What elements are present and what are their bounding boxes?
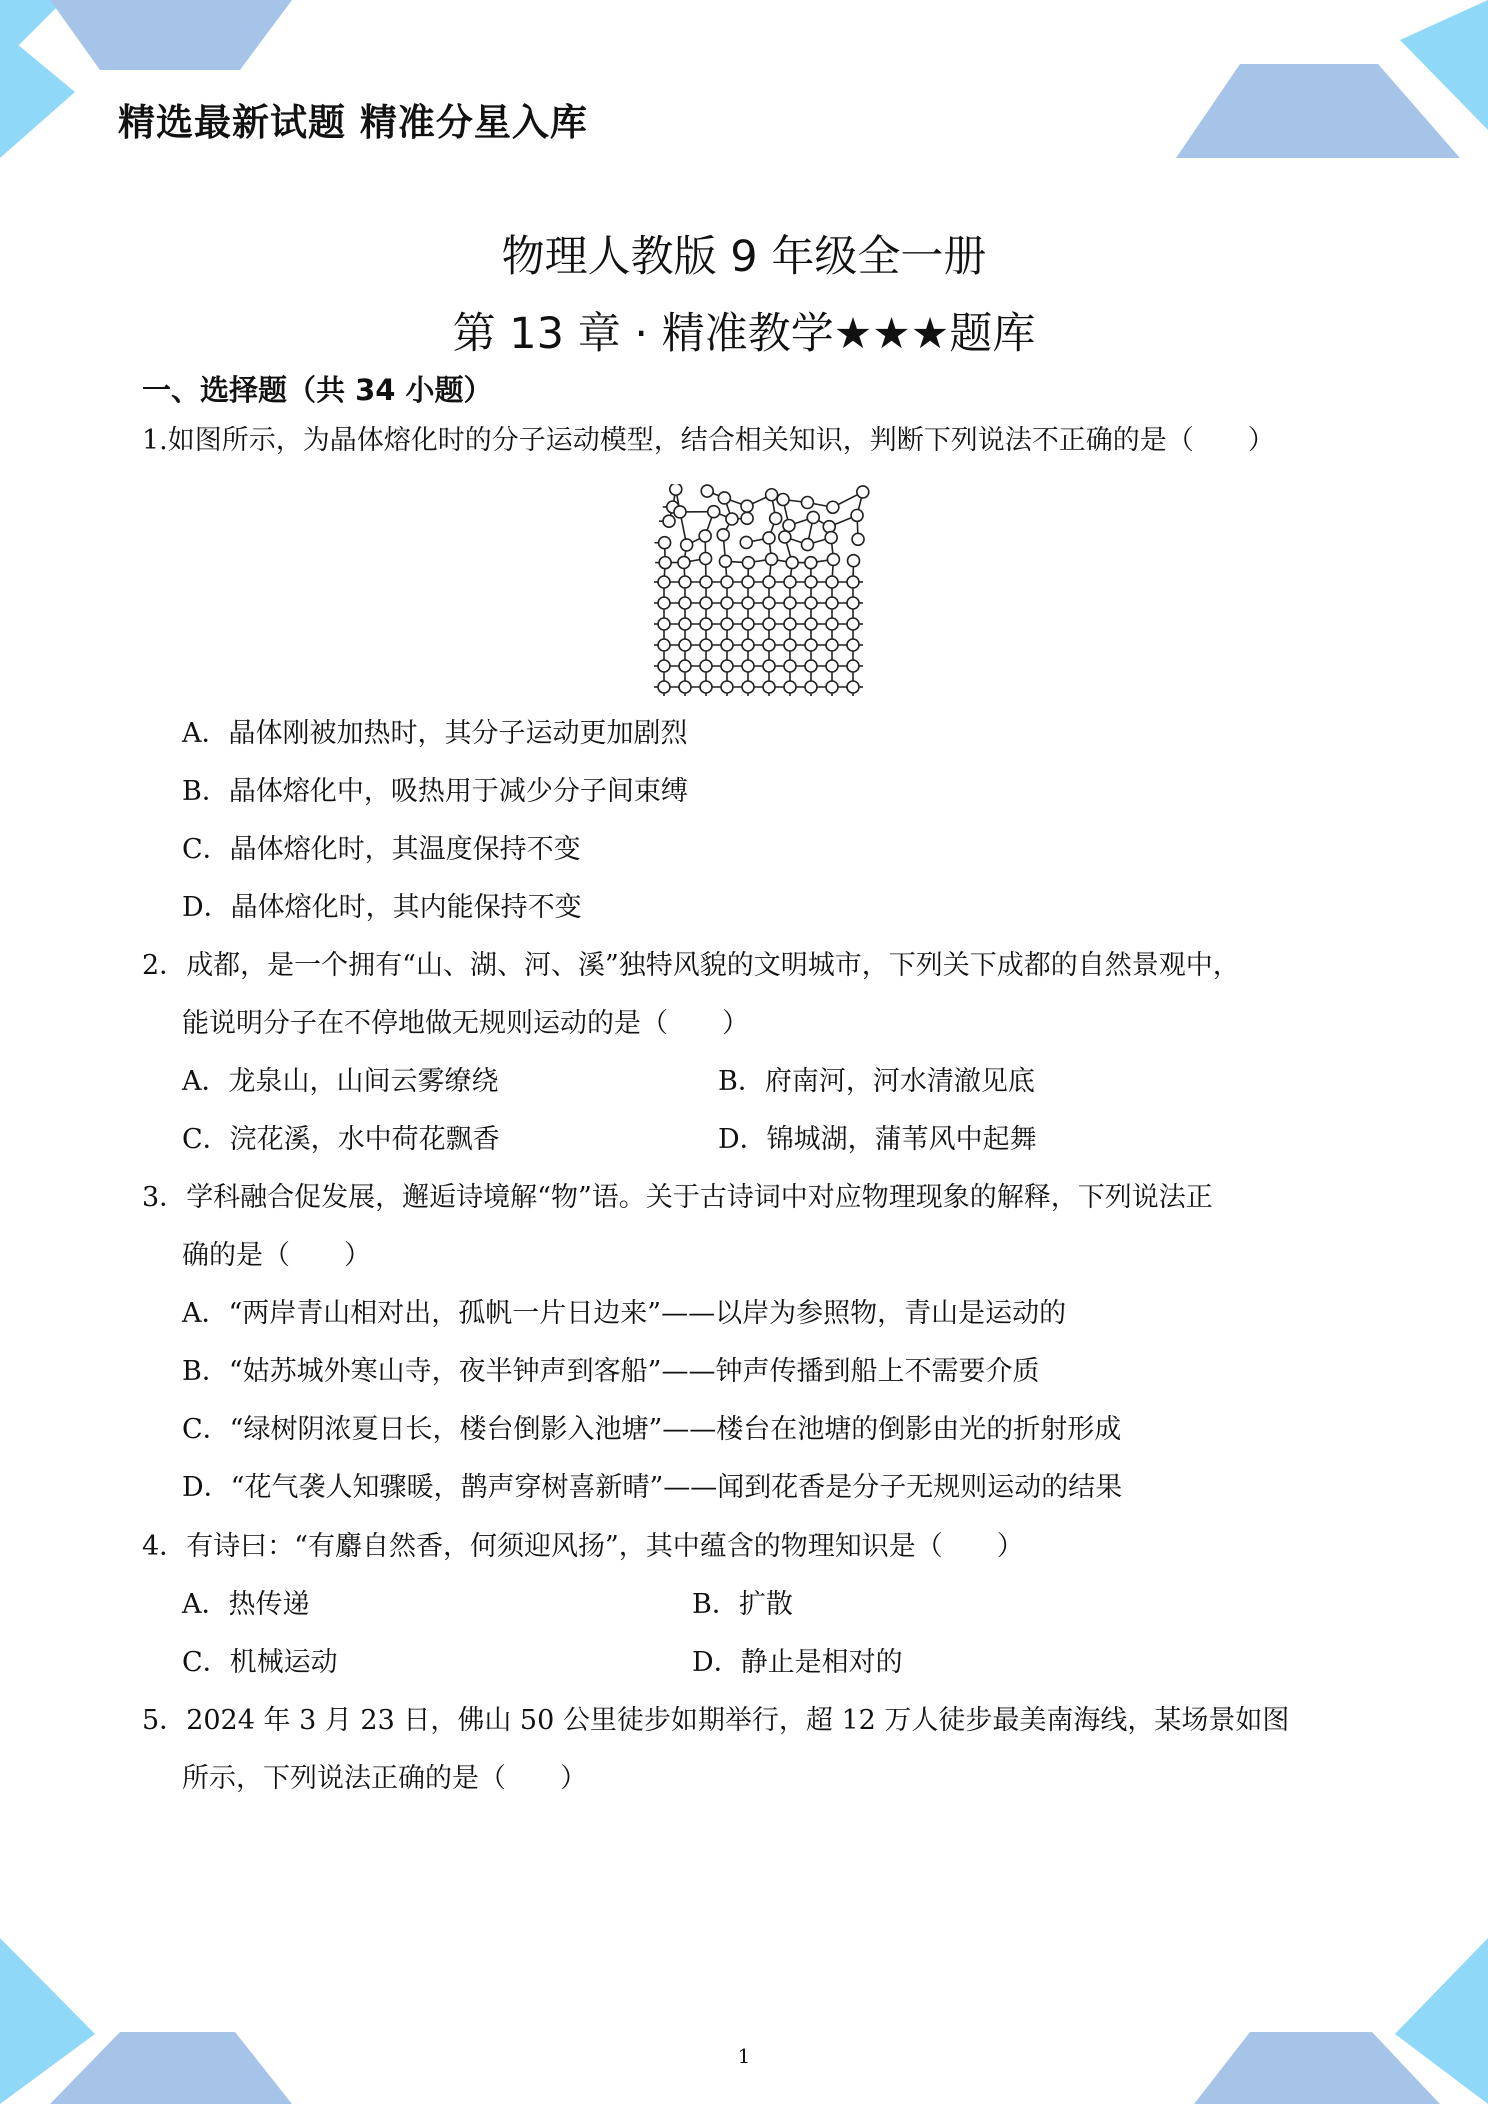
molecule-circle: [826, 597, 838, 609]
page-number: 1: [737, 2044, 751, 2068]
molecule-circle: [721, 639, 733, 651]
molecule-circle: [719, 555, 731, 567]
option-2a: A．龙泉山，山间云雾缭绕: [182, 1066, 499, 1097]
molecule-circle: [847, 618, 859, 630]
question-text: 成都，是一个拥有“山、湖、河、溪”独特风貌的文明城市，下列关下成都的自然景观中，: [186, 950, 1240, 981]
molecule-circle: [783, 519, 795, 531]
molecule-circle: [718, 492, 730, 504]
molecule-circle: [679, 639, 691, 651]
question-5-stem-cont: 所示，下列说法正确的是（ ）: [182, 1763, 587, 1794]
molecule-circle: [721, 681, 733, 693]
molecule-circle: [742, 557, 754, 569]
molecule-circle: [852, 533, 864, 545]
molecule-circle: [848, 555, 860, 567]
option-1c: C．晶体熔化时，其温度保持不变: [182, 834, 581, 865]
molecule-circle: [805, 576, 817, 588]
option-4c: C．机械运动: [182, 1647, 338, 1678]
molecule-circle: [779, 531, 791, 543]
molecule-circle: [742, 639, 754, 651]
molecule-circle: [663, 515, 675, 527]
molecule-circle: [678, 556, 690, 568]
molecule-circle: [847, 660, 859, 672]
molecule-circle: [701, 485, 713, 497]
molecule-circle: [763, 532, 775, 544]
molecule-circle: [847, 639, 859, 651]
molecule-circle: [847, 597, 859, 609]
molecule-circle: [742, 618, 754, 630]
molecule-circle: [763, 618, 775, 630]
option-1b: B．晶体熔化中，吸热用于减少分子间束缚: [182, 776, 688, 807]
molecule-circle: [742, 681, 754, 693]
molecule-circle: [679, 597, 691, 609]
molecule-circle: [777, 494, 789, 506]
molecule-circle: [763, 597, 775, 609]
molecule-circle: [700, 552, 712, 564]
molecule-circle: [763, 681, 775, 693]
molecule-circle: [700, 639, 712, 651]
molecule-circle: [851, 509, 863, 521]
molecule-circle: [763, 576, 775, 588]
molecule-circle: [784, 660, 796, 672]
question-text: 学科融合促发展，邂逅诗境解“物”语。关于古诗词中对应物理现象的解释，下列说法正: [186, 1182, 1213, 1213]
molecule-circle: [805, 597, 817, 609]
top-left-trapezoid: [50, 0, 292, 70]
option-2c: C．浣花溪，水中荷花飘香: [182, 1124, 500, 1155]
molecule-circle: [784, 639, 796, 651]
molecule-circle: [847, 576, 859, 588]
molecule-circle: [658, 639, 670, 651]
section-heading: 一、选择题（共 34 小题）: [142, 373, 493, 407]
molecule-lattice-figure: [650, 484, 880, 696]
molecule-circle: [826, 639, 838, 651]
molecule-circle: [659, 537, 671, 549]
chapter-title: 第 13 章 · 精准教学★★★题库: [452, 309, 1036, 359]
molecule-circle: [826, 681, 838, 693]
molecule-circle: [700, 597, 712, 609]
molecule-circle: [721, 597, 733, 609]
molecule-circle: [700, 576, 712, 588]
question-number: 5．: [142, 1705, 187, 1736]
molecule-circle: [700, 618, 712, 630]
molecule-circle: [826, 618, 838, 630]
option-3d: D．“花气袭人知骤暖，鹊声穿树喜新晴”——闻到花香是分子无规则运动的结果: [182, 1472, 1123, 1503]
molecule-circle: [827, 553, 839, 565]
option-2b: B．府南河，河水清澈见底: [718, 1066, 1035, 1097]
molecule-circle: [805, 618, 817, 630]
document-title: 物理人教版 9 年级全一册: [501, 232, 987, 282]
question-1-stem: [142, 421, 1275, 461]
question-3-stem: [142, 1178, 1213, 1218]
question-text: 有诗曰：“有麝自然香，何须迎风扬”，其中蕴含的物理知识是（ ）: [186, 1531, 1024, 1562]
molecule-circle: [763, 660, 775, 672]
molecule-circle: [825, 532, 837, 544]
molecule-circle: [770, 512, 782, 524]
question-text: 如图所示，为晶体熔化时的分子运动模型，结合相关知识，判断下列说法不正确的是（ ）: [167, 425, 1275, 456]
molecule-circle: [726, 513, 738, 525]
option-2d: D．锦城湖，蒲苇风中起舞: [718, 1124, 1037, 1155]
molecule-circle: [658, 597, 670, 609]
molecule-circle: [784, 618, 796, 630]
molecule-circle: [740, 536, 752, 548]
molecule-circle: [658, 681, 670, 693]
molecule-circle: [784, 681, 796, 693]
molecule-circle: [700, 660, 712, 672]
molecule-circle: [658, 576, 670, 588]
molecule-circle: [805, 681, 817, 693]
question-text: 2024 年 3 月 23 日，佛山 50 公里徒步如期举行，超 12 万人徒步最美南海线，某场景如图: [186, 1705, 1290, 1736]
question-4-stem: [142, 1527, 1024, 1567]
molecule-circle: [805, 557, 817, 569]
molecule-circle: [681, 539, 693, 551]
top-right-trapezoid: [1176, 64, 1460, 158]
question-number: 4．: [142, 1531, 187, 1562]
molecule-circle: [742, 660, 754, 672]
question-5-stem: [142, 1701, 1289, 1741]
molecule-circle: [708, 506, 720, 518]
molecule-circle: [857, 486, 869, 498]
molecule-circle: [679, 576, 691, 588]
bottom-right-trapezoid: [1194, 2032, 1440, 2104]
molecule-circle: [826, 660, 838, 672]
molecule-circle: [717, 529, 729, 541]
molecule-circle: [786, 557, 798, 569]
molecule-circle: [766, 553, 778, 565]
molecule-circle: [700, 681, 712, 693]
molecule-circle: [721, 660, 733, 672]
molecule-circle: [679, 681, 691, 693]
molecule-circle: [784, 597, 796, 609]
molecule-circle: [699, 530, 711, 542]
header-slogan: 精选最新试题 精准分星入库: [118, 101, 588, 144]
molecule-circle: [742, 576, 754, 588]
molecule-circle: [766, 489, 778, 501]
molecule-circle: [721, 576, 733, 588]
molecule-circle: [659, 557, 671, 569]
molecule-circle: [741, 500, 753, 512]
option-3a: A．“两岸青山相对出，孤帆一片日边来”——以岸为参照物，青山是运动的: [182, 1298, 1067, 1329]
bottom-left-trapezoid: [50, 2032, 292, 2104]
molecule-circle: [801, 539, 813, 551]
question-number: 1.: [142, 425, 168, 456]
question-3-stem-cont: 确的是（ ）: [182, 1240, 371, 1271]
option-3c: C．“绿树阴浓夏日长，楼台倒影入池塘”——楼台在池塘的倒影由光的折射形成: [182, 1414, 1122, 1445]
molecule-circle: [658, 618, 670, 630]
molecule-circle: [670, 484, 682, 495]
option-4b: B．扩散: [692, 1589, 793, 1620]
question-2-stem: [142, 946, 1240, 986]
question-2-stem-cont: 能说明分子在不停地做无规则运动的是（ ）: [182, 1008, 749, 1039]
molecule-circle: [658, 660, 670, 672]
molecule-circle: [807, 511, 819, 523]
molecule-circle: [763, 639, 775, 651]
molecule-circle: [801, 497, 813, 509]
top-left-wedge: [0, 30, 75, 158]
question-number: 3．: [142, 1182, 187, 1213]
molecule-circle: [827, 501, 839, 513]
molecule-circle: [826, 576, 838, 588]
molecule-circle: [679, 660, 691, 672]
molecule-circle: [742, 597, 754, 609]
option-4d: D．静止是相对的: [692, 1647, 903, 1678]
molecule-circle: [741, 512, 753, 524]
molecule-circle: [679, 618, 691, 630]
option-4a: A．热传递: [182, 1589, 310, 1620]
molecule-circle: [721, 618, 733, 630]
molecule-circle: [805, 660, 817, 672]
option-1a: A．晶体刚被加热时，其分子运动更加剧烈: [182, 718, 688, 749]
molecule-circle: [674, 506, 686, 518]
question-number: 2．: [142, 950, 187, 981]
molecule-circle: [823, 521, 835, 533]
option-1d: D．晶体熔化时，其内能保持不变: [182, 892, 582, 923]
molecule-circle: [847, 681, 859, 693]
molecule-circle: [805, 639, 817, 651]
option-3b: B．“姑苏城外寒山寺，夜半钟声到客船”——钟声传播到船上不需要介质: [182, 1356, 1040, 1387]
molecule-circle: [784, 576, 796, 588]
